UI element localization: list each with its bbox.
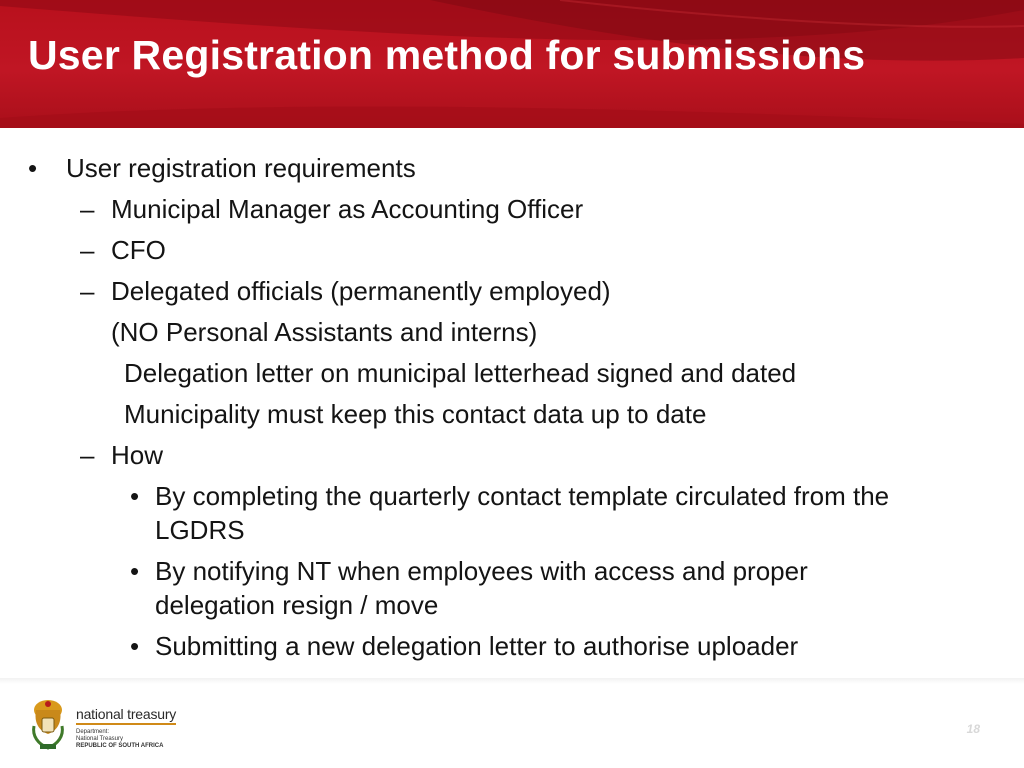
page-title: User Registration method for submissions: [28, 32, 866, 78]
list-item: Delegated officials (permanently employed): [111, 276, 611, 306]
dash-marker: –: [80, 276, 95, 306]
dept-line: REPUBLIC OF SOUTH AFRICA: [76, 743, 164, 749]
dash-marker: –: [80, 235, 95, 265]
slide-content: [0, 148, 1024, 678]
heading-bullet: User registration requirements: [66, 153, 416, 183]
dept-line: Department:: [76, 729, 110, 735]
how-item: Submitting a new delegation letter to authorise uploader: [155, 631, 799, 661]
dash-marker: –: [80, 440, 95, 470]
how-label: How: [111, 440, 164, 470]
dash-marker: –: [80, 194, 95, 224]
brand-block: [76, 706, 176, 750]
bullet-marker: •: [130, 481, 140, 511]
list-item: CFO: [111, 235, 166, 265]
how-item: By notifying NT when employees with access and proper delegation resign / move: [155, 556, 808, 620]
subnote-text: Municipality must keep this contact data up to date: [124, 399, 707, 429]
note-text: (NO Personal Assistants and interns): [111, 317, 538, 347]
department-lines: [76, 729, 176, 750]
page-number: 18: [966, 722, 980, 736]
footer-divider: [0, 678, 1024, 684]
brand-name: national treasury: [76, 706, 176, 725]
title-banner: [0, 0, 1024, 128]
bullet-marker: •: [130, 556, 140, 586]
how-item: By completing the quarterly contact template circulated from the LGDRS: [155, 481, 890, 545]
bullet-marker: •: [28, 153, 38, 183]
coat-of-arms-icon: [28, 696, 68, 757]
subnote-text: Delegation letter on municipal letterhead signed and dated: [124, 358, 797, 388]
bullet-marker: •: [130, 631, 140, 661]
list-item: Municipal Manager as Accounting Officer: [111, 194, 584, 224]
dept-line: National Treasury: [76, 736, 124, 742]
